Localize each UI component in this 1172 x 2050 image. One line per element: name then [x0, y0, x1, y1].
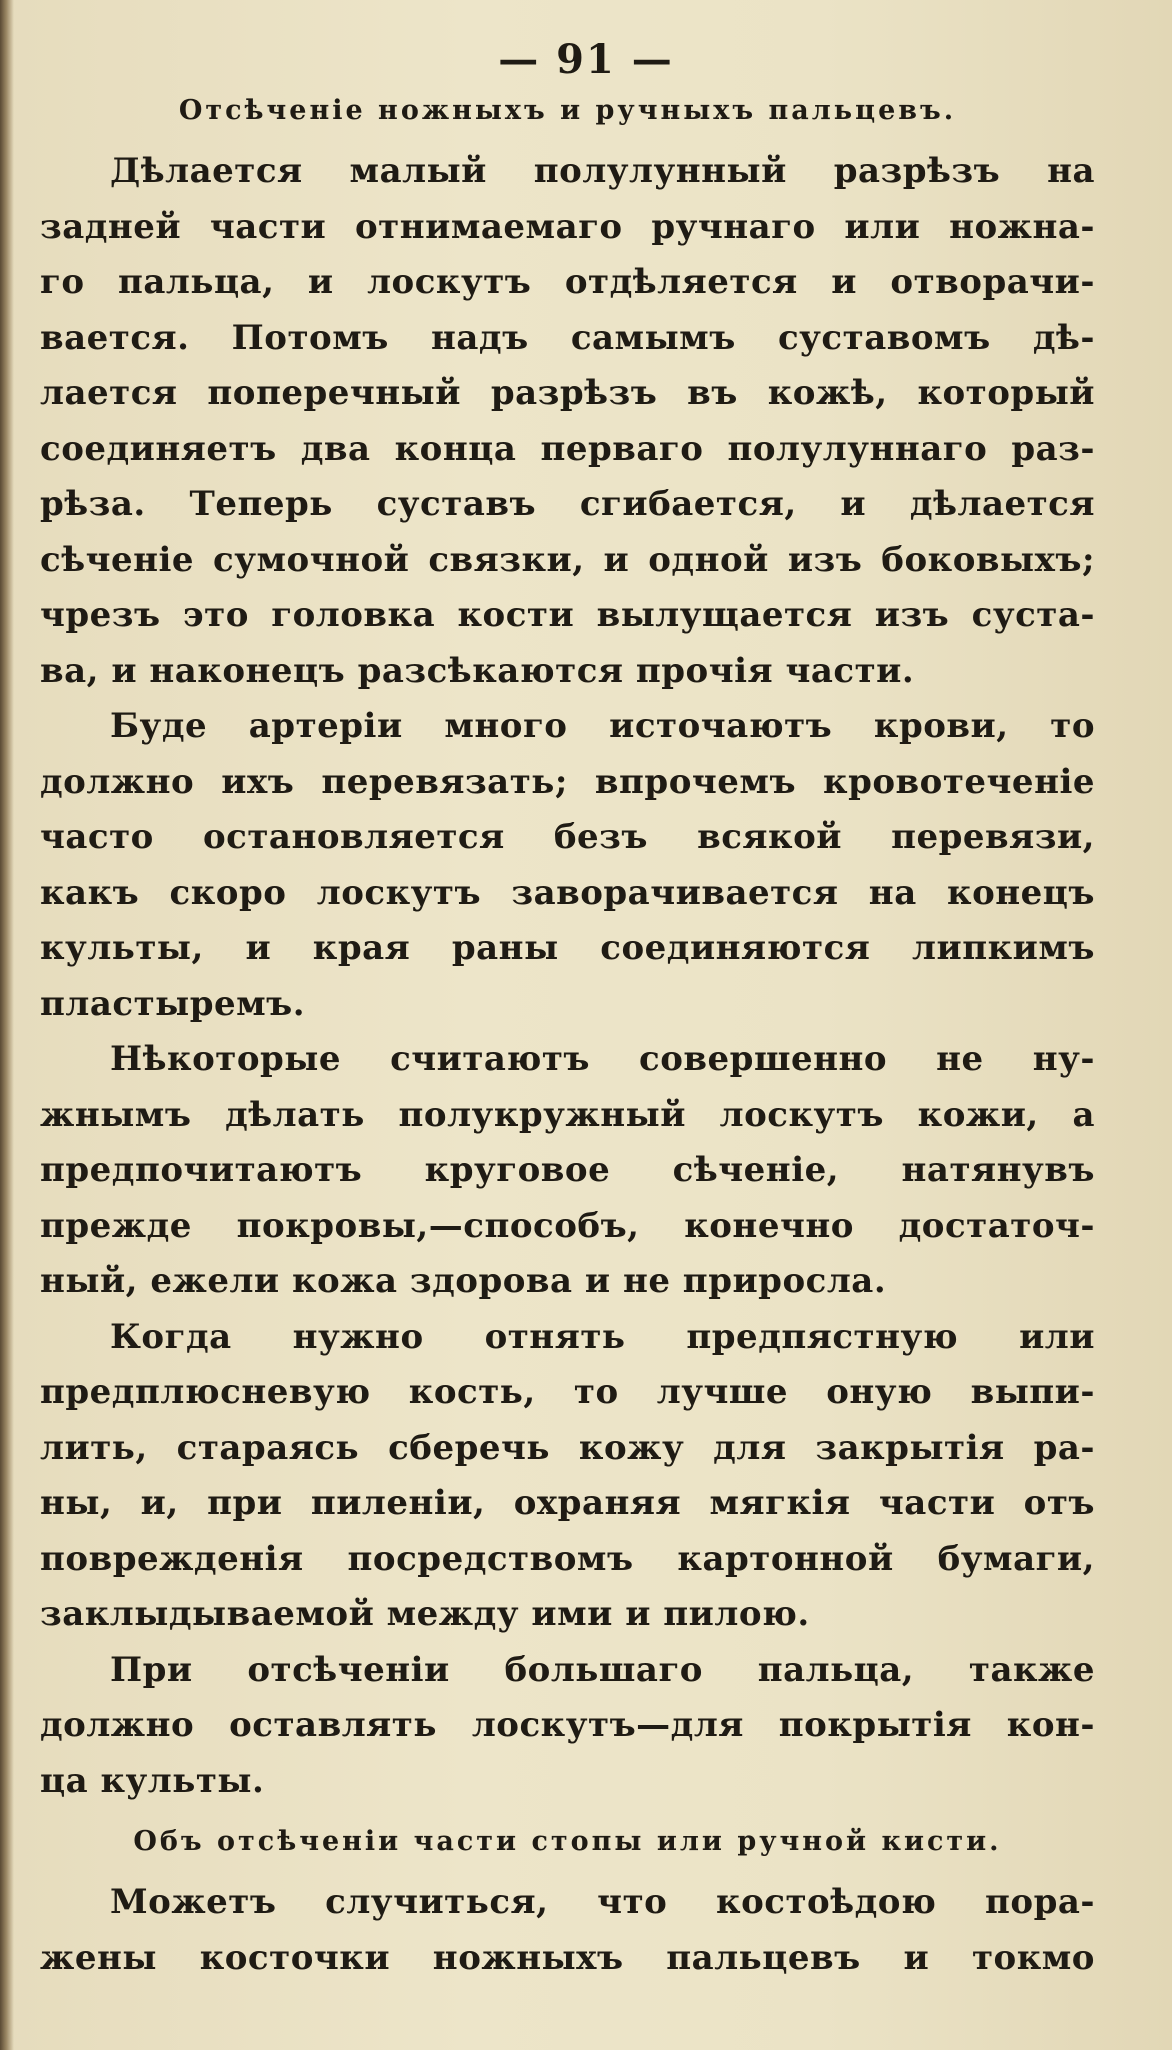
text-line: ный, ежели кожа здорова и не приросла. [40, 1261, 887, 1301]
text-line: рѣза. Теперь суставъ сгибается, и дѣлается [40, 484, 1095, 524]
text-line: задней части отнимаемаго ручнаго или ножна- [40, 206, 1095, 247]
text-line: должно оставлять лоскутъ—для покрытія кон- [40, 1705, 1095, 1745]
text-line: Дѣлается малый полулунный разрѣзъ на [110, 151, 1095, 191]
section-heading-foot-hand: Объ отсѣченіи части стопы или ручной кисти. [133, 1826, 1002, 1857]
text-block [40, 88, 1095, 1986]
text-line: вается. Потомъ надъ самымъ суставомъ дѣ- [40, 317, 1095, 358]
page-number: — 91 — [498, 36, 674, 83]
text-line: соединяетъ два конца перваго полулуннаго раз- [40, 428, 1095, 469]
text-line: сѣченіе сумочной связки, и одной изъ боковыхъ; [40, 539, 1095, 580]
text-line: жены косточки ножныхъ пальцевъ и токмо [40, 1937, 1095, 1978]
text-line: должно ихъ перевязать; впрочемъ кровотеченіе [40, 761, 1095, 802]
text-line: Буде артеріи много источаютъ крови, то [110, 706, 1095, 746]
paragraph [40, 144, 1095, 699]
text-line: ны, и, при пиленіи, охраняя мягкія части отъ [40, 1483, 1095, 1523]
paragraph [40, 1032, 1095, 1310]
text-line: Когда нужно отнять предпястную или [110, 1316, 1095, 1357]
text-line: предплюсневую кость, то лучше оную выпи- [40, 1372, 1095, 1412]
paragraph [40, 699, 1095, 1032]
page-edge-shadow [0, 0, 14, 2050]
paragraph [40, 1643, 1095, 1810]
text-line: ва, и наконецъ разсѣкаются прочія части. [40, 650, 915, 691]
section-heading-fingers: Отсѣченіе ножныхъ и ручныхъ пальцевъ. [178, 95, 957, 126]
text-line: ца культы. [40, 1760, 265, 1801]
text-line: культы, и края раны соединяются липкимъ [40, 928, 1095, 968]
text-line: Можетъ случиться, что костоѣдою пора- [110, 1882, 1095, 1922]
text-line: поврежденія посредствомъ картонной бумаги, [40, 1538, 1095, 1579]
text-line: предпочитаютъ круговое сѣченіе, натянувъ [40, 1150, 1095, 1190]
section-body-foot-hand [40, 1875, 1095, 1986]
paragraph [40, 1875, 1095, 1986]
text-line: какъ скоро лоскутъ заворачивается на конецъ [40, 872, 1095, 913]
paragraph [40, 1310, 1095, 1643]
text-line: жнымъ дѣлать полукружный лоскутъ кожи, а [40, 1094, 1095, 1135]
text-line: го пальца, и лоскутъ отдѣляется и отворачи- [40, 262, 1095, 302]
text-line: чрезъ это головка кости вылущается изъ суста- [40, 595, 1095, 635]
text-line: заклыдываемой между ими и пилою. [40, 1594, 810, 1634]
text-line: лить, стараясь сберечь кожу для закрытія ра- [40, 1427, 1095, 1468]
text-line: прежде покровы,—способъ, конечно достаточ- [40, 1205, 1095, 1246]
text-line: Нѣкоторые считаютъ совершенно не ну- [110, 1039, 1095, 1079]
text-line: При отсѣченіи большаго пальца, также [110, 1649, 1095, 1690]
text-line: лается поперечный разрѣзъ въ кожѣ, который [40, 373, 1095, 413]
section-body-fingers [40, 144, 1095, 1809]
text-line: часто остановляется безъ всякой перевязи, [40, 817, 1095, 857]
text-line: пластыремъ. [40, 983, 306, 1024]
